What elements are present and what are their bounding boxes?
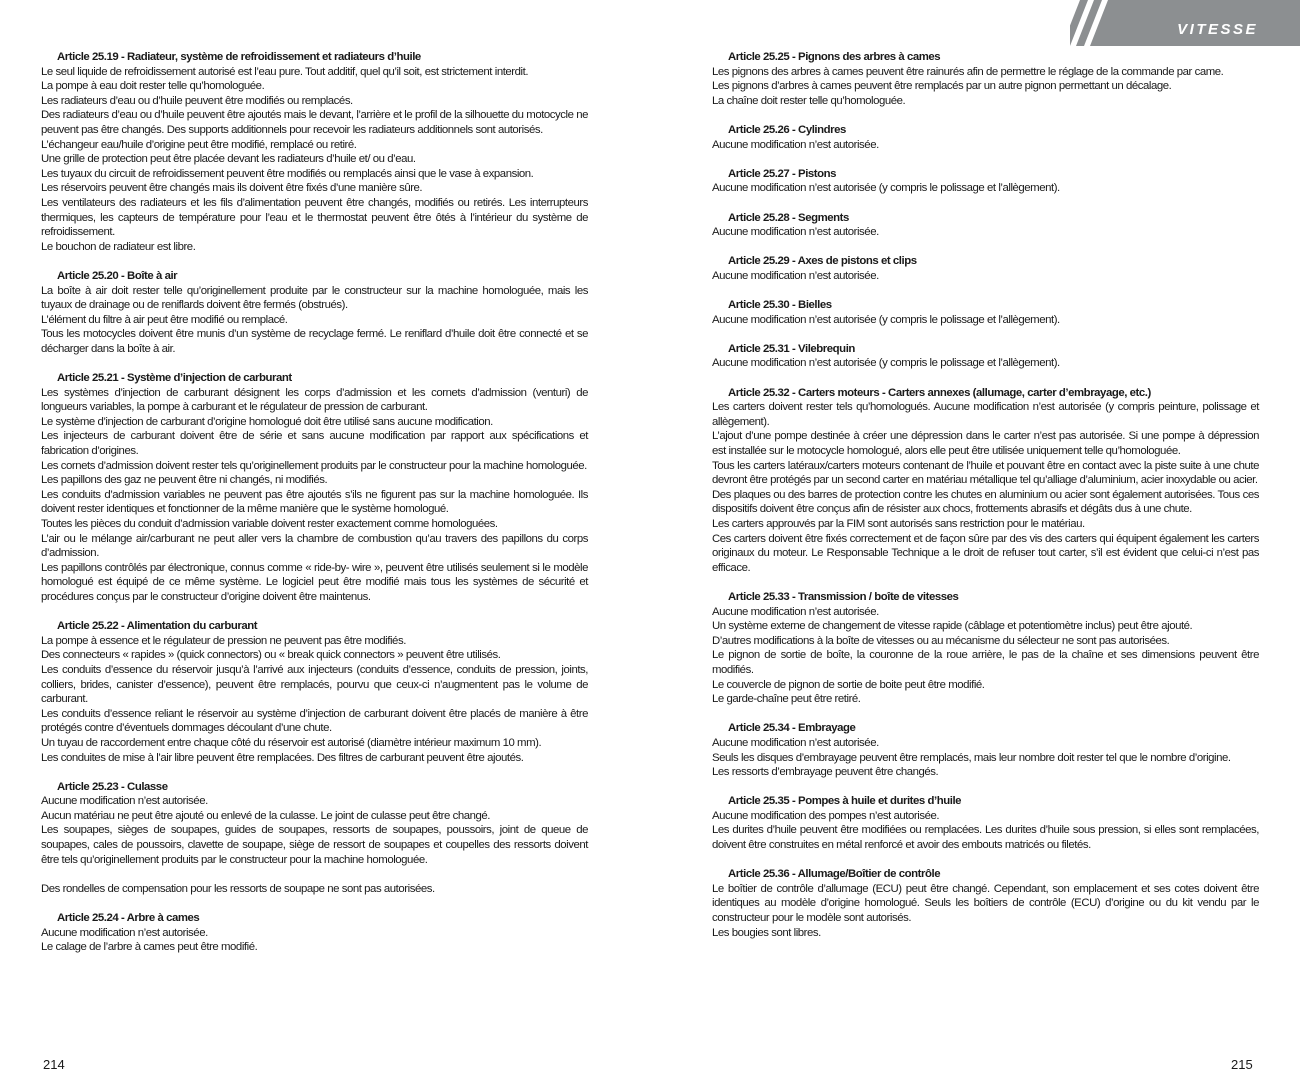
article-25-36 (712, 867, 1259, 940)
article-25-34 (712, 721, 1259, 779)
paragraph: Aucune modification n’est autorisée (y compris le polissage et l’allègement). (712, 182, 1060, 195)
article-25-20 (41, 269, 588, 357)
paragraph: Le calage de l’arbre à cames peut être modifié. (41, 941, 258, 954)
article-title: Article 25.21 - Système d’injection de carburant (57, 372, 292, 385)
paragraph: Tous les motocycles doivent être munis d’un système de recyclage fermé. Le reniflard d’huile doit être connecté et se décharger dans la boîte à air. (41, 328, 588, 355)
article-25-27 (712, 167, 1259, 196)
paragraph: Aucune modification n’est autorisée. (41, 926, 208, 939)
paragraph: Une grille de protection peut être placée devant les radiateurs d’huile et/ ou d’eau. (41, 153, 416, 166)
article-25-21 (41, 371, 588, 605)
paragraph: L’élément du filtre à air peut être modifié ou remplacé. (41, 313, 288, 326)
paragraph: Les pignons d’arbres à cames peuvent être remplacés par un autre pignon permettant un décalage. (712, 80, 1172, 93)
article-title: Article 25.31 - Vilebrequin (728, 342, 855, 355)
paragraph: Des connecteurs « rapides » (quick connectors) ou « break quick connectors » peuvent être utilisés. (41, 649, 501, 662)
paragraph: Les durites d’huile peuvent être modifiées ou remplacées. Les durites d’huile sous pression, si elles sont remplacées, doivent être construites en métal renforcé et avoir des embouts matricés ou filetés. (712, 824, 1259, 852)
paragraph: Les ventilateurs des radiateurs et les fils d’alimentation peuvent être changés, modifiés ou retirés. Les interrupteurs thermiques, les capteurs de température pour l’eau et le thermostat peuvent être ôtés à l’intérieur du système de refroidissement. (41, 196, 588, 239)
paragraph: La pompe à eau doit rester telle qu’homologuée. (41, 80, 265, 93)
paragraph: Seuls les disques d’embrayage peuvent être remplacés, mais leur nombre doit rester tel que le nombre d’origine. (712, 751, 1231, 764)
paragraph: La boîte à air doit rester telle qu’originellement produite par le constructeur sur la machine homologuée, mais les tuyaux de drainage ou de reniflards doivent être fermés (obstrués). (41, 284, 588, 312)
paragraph: Aucune modification n’est autorisée. (712, 736, 879, 749)
right-column (712, 50, 1259, 955)
paragraph: Les bougies sont libres. (712, 926, 821, 939)
paragraph: Les réservoirs peuvent être changés mais ils doivent être fixés d’une manière sûre. (41, 182, 423, 195)
paragraph: Aucune modification des pompes n’est autorisée. (712, 809, 940, 822)
article-25-28 (712, 211, 1259, 240)
section-header-band (1070, 0, 1300, 46)
paragraph: Les pignons des arbres à cames peuvent être rainurés afin de permettre le réglage de la commande par came. (712, 65, 1224, 78)
paragraph: Les carters doivent rester tels qu’homologués. Aucune modification n’est autorisée (y compris peinture, polissage et allègement). (712, 401, 1259, 428)
paragraph: Le bouchon de radiateur est libre. (41, 240, 196, 253)
paragraph: Aucune modification n’est autorisée. (712, 138, 879, 151)
article-25-31 (712, 342, 1259, 371)
paragraph: Les conduites de mise à l’air libre peuvent être remplacées. Des filtres de carburant peuvent être ajoutés. (41, 751, 524, 764)
article-title: Article 25.33 - Transmission / boîte de vitesses (728, 590, 959, 603)
paragraph: La chaîne doit rester telle qu’homologuée. (712, 94, 906, 107)
article-title: Article 25.32 - Carters moteurs - Carters annexes (allumage, carter d’embrayage, etc.) (728, 386, 1151, 399)
article-25-22 (41, 619, 588, 765)
section-title: VITESSE (1177, 21, 1258, 38)
article-title: Article 25.22 - Alimentation du carburant (57, 620, 258, 633)
paragraph: Aucune modification n’est autorisée. (712, 605, 879, 618)
paragraph: L’échangeur eau/huile d’origine peut être modifié, remplacé ou retiré. (41, 138, 357, 151)
article-25-19 (41, 50, 588, 254)
left-column (41, 50, 588, 969)
paragraph: Le pignon de sortie de boîte, la couronne de la roue arrière, le pas de la chaîne et ses dimensions peuvent être modifiés. (712, 649, 1259, 676)
paragraph: Tous les carters latéraux/carters moteurs contenant de l’huile et pouvant être en contact avec la piste suite à une chute devront être protégés par un second carter en matériau métallique tel qu’alliage d’aluminium, acier inoxydable ou acier. (712, 459, 1259, 487)
article-title: Article 25.19 - Radiateur, système de refroidissement et radiateurs d’huile (57, 51, 421, 63)
paragraph: La pompe à essence et le régulateur de pression ne peuvent pas être modifiés. (41, 634, 406, 647)
article-25-35 (712, 794, 1259, 852)
article-title: Article 25.23 - Culasse (57, 780, 168, 793)
article-title: Article 25.27 - Pistons (728, 167, 837, 180)
article-title: Article 25.25 - Pignons des arbres à cames (728, 51, 941, 63)
article-25-24 (41, 911, 588, 955)
paragraph: Les systèmes d’injection de carburant désignent les corps d’admission et les cornets d’admission (venturi) de longueurs variables, la pompe à carburant et le régulateur de pression de carburant. (41, 386, 588, 414)
article-title: Article 25.30 - Bielles (728, 299, 832, 312)
right-page (650, 0, 1300, 1092)
paragraph: D’autres modifications à la boîte de vitesses ou au mécanisme du sélecteur ne sont pas autorisées. (712, 634, 1170, 647)
paragraph: Les soupapes, sièges de soupapes, guides de soupapes, ressorts de soupapes, poussoirs, joint de queue de soupapes, cales de poussoirs, clavette de soupape, siège de ressort de soupapes et coupelles des ressorts doivent être tels qu’originellement produits par le constructeur pour la machine homologuée. (41, 824, 588, 866)
paragraph: Le garde-chaîne peut être retiré. (712, 693, 861, 706)
article-title: Article 25.29 - Axes de pistons et clips (728, 255, 917, 268)
paragraph: Aucune modification n’est autorisée (y compris le polissage et l’allègement). (712, 357, 1060, 370)
article-25-23 (41, 780, 588, 897)
article-title: Article 25.28 - Segments (728, 211, 849, 224)
article-25-33 (712, 590, 1259, 707)
paragraph: Toutes les pièces du conduit d’admission variable doivent rester exactement comme homologuées. (41, 518, 498, 530)
paragraph: Les radiateurs d’eau ou d’huile peuvent être modifiés ou remplacés. (41, 94, 353, 107)
paragraph: Les carters approuvés par la FIM sont autorisés sans restriction pour le matériau. (712, 518, 1085, 530)
paragraph: Aucune modification n’est autorisée. (712, 226, 879, 239)
article-title: Article 25.24 - Arbre à cames (57, 912, 200, 925)
article-title: Article 25.34 - Embrayage (728, 722, 856, 735)
paragraph: Les cornets d’admission doivent rester tels qu’originellement produits par le constructeur pour la machine homologuée. (41, 459, 587, 472)
page-number: 214 (43, 1057, 65, 1072)
paragraph: Le seul liquide de refroidissement autorisé est l’eau pure. Tout additif, quel qu’il soit, est strictement interdit. (41, 65, 529, 78)
paragraph: L’air ou le mélange air/carburant ne peut aller vers la chambre de combustion qu’au travers des papillons du corps d’admission. (41, 532, 588, 560)
paragraph: Aucune modification n’est autorisée (y compris le polissage et l’allègement). (712, 313, 1060, 326)
article-title: Article 25.35 - Pompes à huile et durites d’huile (728, 795, 962, 808)
paragraph: Aucun matériau ne peut être ajouté ou enlevé de la culasse. Le joint de culasse peut être changé. (41, 809, 491, 822)
paragraph: Ces carters doivent être fixés correctement et de façon sûre par des vis des carters qui équipent également les carters originaux du moteur. Le Responsable Technique a le droit de refuser tout carter, s’il est évident que celui-ci n’est pas efficace. (712, 532, 1259, 574)
article-title: Article 25.26 - Cylindres (728, 123, 846, 136)
paragraph: Des radiateurs d’eau ou d’huile peuvent être ajoutés mais le devant, l’arrière et le profil de la silhouette du motocycle ne peuvent pas être changés. Des supports additionnels pour recevoir les radiateurs additionnels sont autorisés. (41, 109, 588, 136)
article-title: Article 25.36 - Allumage/Boîtier de contrôle (728, 868, 941, 881)
paragraph: Les papillons des gaz ne peuvent être ni changés, ni modifiés. (41, 474, 328, 487)
paragraph: Un tuyau de raccordement entre chaque côté du réservoir est autorisé (diamètre intérieur maximum 10 mm). (41, 736, 542, 749)
paragraph: Le boîtier de contrôle d’allumage (ECU) peut être changé. Cependant, son emplacement et ses cotes doivent être identiques au modèle d’origine homologué. Seuls les boîtiers de contrôle (ECU) d’origine ou du kit vendu par le constructeur pour le modèle sont autorisés. (712, 882, 1259, 925)
paragraph: Les conduits d’admission variables ne peuvent pas être ajoutés s’ils ne figurent pas sur la machine homologuée. Ils doivent rester identiques et fonctionner de la même manière que le système homologué. (41, 488, 588, 516)
paragraph: Les conduits d’essence reliant le réservoir au système d’injection de carburant doivent être placés de manière à être protégés contre d’éventuels dommages découlant d’une chute. (41, 707, 588, 735)
paragraph: Un système externe de changement de vitesse rapide (câblage et potentiomètre inclus) peut être ajouté. (712, 620, 1193, 633)
page-number: 215 (1231, 1057, 1253, 1072)
article-25-32 (712, 386, 1259, 576)
paragraph: Les tuyaux du circuit de refroidissement peuvent être modifiés ou remplacés ainsi que le vase à expansion. (41, 167, 534, 180)
article-25-26 (712, 123, 1259, 152)
article-title: Article 25.20 - Boîte à air (57, 269, 178, 282)
paragraph: Le système d’injection de carburant d’origine homologué doit être utilisé sans aucune modification. (41, 415, 493, 428)
paragraph: Le couvercle de pignon de sortie de boite peut être modifié. (712, 678, 985, 691)
paragraph: Aucune modification n’est autorisée. (712, 269, 879, 282)
paragraph: Les papillons contrôlés par électronique, connus comme « ride-by- wire », peuvent être utilisés seulement si le modèle homologué est équipé de ce même système. Le logiciel peut être modifié mais tous les systèmes de sécurité et procédures conçus par le constructeur d’origine doivent être maintenus. (41, 561, 588, 603)
article-25-29 (712, 254, 1259, 283)
article-25-30 (712, 298, 1259, 327)
paragraph: Aucune modification n’est autorisée. (41, 795, 208, 808)
paragraph: L’ajout d’une pompe destinée à créer une dépression dans le carter n’est pas autorisée. Si une pompe à dépression est installée sur le motocycle homologué, alors elle peut être utilisée uniquement telle qu’homologuée. (712, 430, 1259, 458)
paragraph: Les conduits d’essence du réservoir jusqu’à l’arrivé aux injecteurs (conduits d’essence, conduits de pression, joints, colliers, brides, canister d’essence), peuvent être remplacés, pourvu que ceux-ci n’augmentent pas le volume de carburant. (41, 663, 588, 706)
article-25-25 (712, 50, 1259, 108)
paragraph: Des plaques ou des barres de protection contre les chutes en aluminium ou acier sont également autorisées. Tous ces dispositifs doivent être conçus afin de résister aux chocs, frottements abrasifs et dégâts dus à une chute. (712, 488, 1259, 516)
paragraph: Les ressorts d’embrayage peuvent être changés. (712, 766, 939, 779)
paragraph: Des rondelles de compensation pour les ressorts de soupape ne sont pas autorisées. (41, 882, 435, 895)
paragraph: Les injecteurs de carburant doivent être de série et sans aucune modification par rapport aux spécifications et fabrication d’origines. (41, 430, 588, 458)
